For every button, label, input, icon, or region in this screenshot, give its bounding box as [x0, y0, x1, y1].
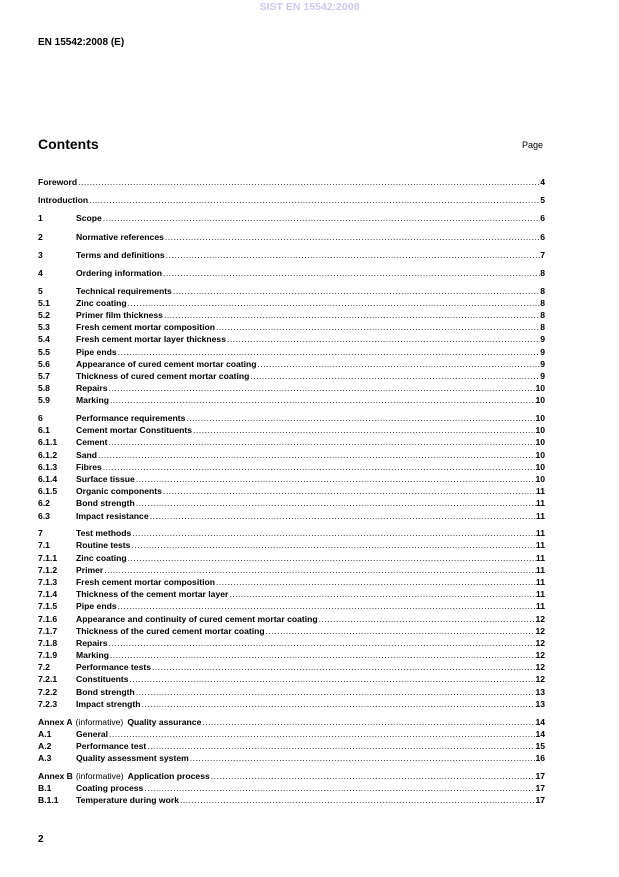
toc-entry[interactable]: [38, 394, 545, 406]
toc-entry-page: 15: [535, 740, 545, 751]
toc-entry-number: 7.1.2: [38, 564, 58, 575]
toc-entry-number: Annex A: [38, 716, 73, 727]
toc-entry-title: Fresh cement mortar composition: [76, 322, 215, 333]
toc-dot-leader: [131, 539, 535, 551]
toc-entry-number: 2: [38, 231, 43, 242]
toc-entry-page: 8: [540, 322, 545, 333]
toc-entry[interactable]: [38, 539, 545, 551]
toc-entry[interactable]: [38, 510, 545, 522]
toc-entry[interactable]: [38, 285, 545, 297]
toc-dot-leader: [150, 510, 536, 522]
toc-entry-page: 9: [540, 334, 545, 345]
toc-dot-leader: [166, 249, 541, 261]
toc-entry[interactable]: [38, 485, 545, 497]
toc-entry[interactable]: [38, 673, 545, 685]
toc-entry-number: B.1.1: [38, 795, 59, 806]
toc-dot-leader: [144, 782, 535, 794]
toc-entry-title: Bond strength: [76, 686, 135, 697]
toc-entry-page: 9: [540, 358, 545, 369]
toc-dot-leader: [110, 394, 535, 406]
toc-entry-title: Temperature during work: [76, 795, 179, 806]
toc-entry-page: 16: [535, 753, 545, 764]
toc-entry-number: 1: [38, 213, 43, 224]
toc-entry-number: 7.1.4: [38, 589, 58, 600]
toc-entry-page: 12: [535, 674, 545, 685]
toc-entry-title: Fresh cement mortar layer thickness: [76, 334, 226, 345]
toc-entry-number: 7.1.6: [38, 613, 58, 624]
toc-entry[interactable]: [38, 740, 545, 752]
toc-entry-title: Test methods: [76, 528, 132, 539]
toc-entry-number: 6.1: [38, 425, 50, 436]
toc-entry[interactable]: [38, 625, 545, 637]
toc-entry-page: 10: [535, 461, 545, 472]
toc-entry-title: Organic components: [76, 486, 162, 497]
toc-dot-leader: [152, 661, 535, 673]
table-of-contents: [38, 176, 545, 806]
toc-entry-number: 6.1.2: [38, 449, 58, 460]
toc-entry-page: 10: [535, 449, 545, 460]
toc-entry[interactable]: [38, 588, 545, 600]
toc-dot-leader: [164, 309, 540, 321]
toc-dot-leader: [163, 267, 540, 279]
toc-entry-title: Zinc coating: [76, 552, 127, 563]
toc-entry[interactable]: [38, 412, 545, 424]
toc-group: [38, 716, 545, 765]
toc-entry[interactable]: [38, 449, 545, 461]
toc-entry-title: Marking: [76, 650, 109, 661]
toc-dot-leader: [103, 461, 536, 473]
toc-entry-title: Thickness of cured cement mortar coating: [76, 370, 250, 381]
toc-entry-title: Zinc coating: [76, 297, 127, 308]
toc-entry-title: Ordering information: [76, 267, 162, 278]
toc-group: [38, 212, 545, 224]
toc-entry[interactable]: [38, 249, 545, 261]
toc-entry[interactable]: [38, 231, 545, 243]
toc-entry-number: 7.2.1: [38, 674, 58, 685]
toc-entry[interactable]: [38, 552, 545, 564]
toc-entry-number: 5.3: [38, 322, 50, 333]
toc-entry-title: Application process: [127, 770, 210, 781]
toc-entry-number: 7.1.1: [38, 552, 58, 563]
toc-entry[interactable]: [38, 194, 545, 206]
toc-group: [38, 527, 545, 710]
toc-entry-title: Performance requirements: [76, 413, 186, 423]
toc-entry-number: 7.1.5: [38, 601, 58, 612]
toc-entry-page: 11: [535, 589, 545, 600]
toc-entry-title: Primer film thickness: [76, 310, 163, 320]
toc-entry-title: Fresh cement mortar composition: [76, 576, 215, 587]
toc-dot-leader: [163, 485, 536, 497]
toc-entry-page: 14: [535, 728, 545, 739]
toc-entry-page: 10: [535, 395, 545, 406]
toc-dot-leader: [266, 625, 536, 637]
toc-entry-page: 11: [535, 601, 545, 612]
toc-entry[interactable]: [38, 346, 545, 358]
toc-dot-leader: [104, 564, 536, 576]
toc-entry-annex-note: (informative): [75, 716, 124, 727]
toc-entry-page: 4: [540, 177, 545, 187]
toc-dot-leader: [229, 588, 536, 600]
toc-entry-page: 10: [535, 425, 545, 436]
toc-entry[interactable]: [38, 649, 545, 661]
toc-entry-number: 5.8: [38, 383, 50, 394]
toc-entry-page: 12: [535, 613, 545, 624]
toc-entry-page: 11: [535, 564, 545, 575]
toc-dot-leader: [109, 637, 536, 649]
toc-dot-leader: [136, 473, 536, 485]
toc-entry-title: Marking: [76, 395, 109, 406]
toc-entry[interactable]: [38, 358, 545, 370]
toc-entry[interactable]: [38, 686, 545, 698]
toc-entry-number: 5: [38, 285, 43, 296]
toc-dot-leader: [319, 613, 536, 625]
toc-entry-page: 8: [540, 285, 545, 296]
toc-entry-title: Foreword: [38, 177, 78, 187]
toc-entry-number: 6.3: [38, 510, 50, 521]
toc-group: [38, 267, 545, 279]
toc-entry-page: 9: [540, 346, 545, 357]
toc-entry-page: 6: [540, 231, 545, 242]
toc-entry-page: 17: [535, 770, 545, 781]
toc-entry-number: 7: [38, 528, 43, 539]
toc-dot-leader: [173, 285, 540, 297]
toc-entry-page: 11: [535, 498, 545, 509]
toc-entry-number: 7.1.3: [38, 576, 58, 587]
toc-entry[interactable]: [38, 473, 545, 485]
toc-entry-number: A.1: [38, 728, 52, 739]
toc-entry-title: Repairs: [76, 637, 108, 648]
toc-entry-page: 14: [535, 716, 545, 727]
watermark: SIST EN 15542:2008: [259, 1, 360, 13]
toc-entry-title: Performance tests: [76, 662, 151, 673]
toc-entry-number: B.1: [38, 782, 52, 793]
toc-entry[interactable]: [38, 794, 545, 806]
toc-entry[interactable]: [38, 436, 545, 448]
toc-dot-leader: [118, 346, 541, 358]
toc-entry-page: 17: [535, 782, 545, 793]
toc-entry-number: 7.1.8: [38, 637, 58, 648]
toc-entry-title: Constituents: [76, 674, 129, 685]
toc-dot-leader: [141, 698, 535, 710]
toc-entry-page: 10: [535, 473, 545, 484]
toc-dot-leader: [147, 740, 535, 752]
toc-entry-page: 11: [535, 510, 545, 521]
toc-dot-leader: [193, 424, 535, 436]
toc-entry-page: 7: [540, 249, 545, 260]
toc-entry-page: 6: [540, 213, 545, 224]
page-number: 2: [38, 834, 44, 845]
toc-entry-title: Impact strength: [76, 698, 141, 709]
toc-dot-leader: [89, 194, 540, 206]
toc-entry-number: 6: [38, 413, 43, 423]
toc-group: [38, 249, 545, 261]
toc-entry-number: Annex B: [38, 770, 73, 781]
toc-entry-number: 5.9: [38, 395, 50, 406]
toc-entry-title: Appearance of cured cement mortar coating: [76, 358, 257, 369]
toc-entry-title: Performance test: [76, 740, 147, 751]
toc-group: [38, 770, 545, 807]
toc-entry-title: Quality assurance: [127, 716, 202, 727]
toc-entry-title: Appearance and continuity of cured cement mortar coating: [76, 613, 318, 624]
toc-entry[interactable]: [38, 461, 545, 473]
toc-group: [38, 176, 545, 188]
toc-entry-number: 5.2: [38, 310, 50, 320]
toc-entry-page: 11: [535, 540, 545, 551]
toc-entry[interactable]: [38, 752, 545, 764]
toc-entry-page: 8: [540, 267, 545, 278]
toc-entry[interactable]: [38, 661, 545, 673]
toc-dot-leader: [165, 231, 540, 243]
toc-entry-page: 5: [540, 195, 545, 206]
toc-entry-page: 10: [535, 383, 545, 394]
toc-entry[interactable]: [38, 497, 545, 509]
toc-entry[interactable]: [38, 600, 545, 612]
toc-entry-page: 9: [540, 370, 545, 381]
document-id-header: EN 15542:2008 (E): [38, 37, 125, 48]
toc-entry[interactable]: [38, 770, 545, 782]
toc-entry-annex-note: (informative): [75, 770, 124, 781]
toc-entry-number: 6.1.4: [38, 473, 58, 484]
toc-entry-title: Impact resistance: [76, 510, 149, 521]
toc-entry[interactable]: [38, 728, 545, 740]
toc-entry-number: A.2: [38, 740, 52, 751]
toc-entry[interactable]: [38, 333, 545, 345]
toc-dot-leader: [250, 370, 540, 382]
toc-dot-leader: [202, 716, 535, 728]
toc-entry-title: Cement: [76, 437, 108, 448]
toc-dot-leader: [190, 752, 536, 764]
toc-entry[interactable]: [38, 176, 545, 188]
toc-entry[interactable]: [38, 782, 545, 794]
toc-dot-leader: [130, 673, 536, 685]
toc-entry-title: Routine tests: [76, 540, 131, 551]
toc-entry[interactable]: [38, 321, 545, 333]
toc-entry[interactable]: [38, 564, 545, 576]
toc-dot-leader: [216, 321, 540, 333]
toc-entry[interactable]: [38, 716, 545, 728]
toc-entry-number: 3: [38, 249, 43, 260]
toc-dot-leader: [227, 333, 540, 345]
toc-dot-leader: [128, 552, 536, 564]
toc-dot-leader: [136, 497, 536, 509]
toc-entry[interactable]: [38, 576, 545, 588]
toc-entry-number: 7.2.2: [38, 686, 58, 697]
toc-dot-leader: [258, 358, 541, 370]
toc-group: [38, 194, 545, 206]
toc-entry[interactable]: [38, 212, 545, 224]
toc-entry-title: Technical requirements: [76, 285, 172, 296]
page-column-label: Page: [522, 140, 544, 150]
toc-entry[interactable]: [38, 370, 545, 382]
toc-entry[interactable]: [38, 382, 545, 394]
toc-entry-title: Thickness of the cured cement mortar coating: [76, 625, 265, 636]
toc-entry-title: Primer: [76, 564, 104, 575]
toc-entry-number: 6.2: [38, 498, 50, 509]
toc-group: [38, 412, 545, 522]
toc-entry-number: 7.2.3: [38, 698, 58, 709]
toc-entry-page: 12: [535, 662, 545, 673]
toc-entry[interactable]: [38, 297, 545, 309]
toc-entry[interactable]: [38, 424, 545, 436]
toc-entry-page: 11: [535, 576, 545, 587]
toc-entry-title: Repairs: [76, 383, 108, 394]
toc-entry-page: 13: [535, 686, 545, 697]
toc-entry-title: Pipe ends: [76, 346, 117, 357]
toc-entry[interactable]: [38, 637, 545, 649]
toc-entry-title: Pipe ends: [76, 601, 117, 612]
toc-entry-page: 10: [535, 437, 545, 448]
toc-entry-title: Quality assessment system: [76, 753, 189, 764]
toc-dot-leader: [109, 728, 535, 740]
toc-entry-title: Bond strength: [76, 498, 135, 509]
toc-dot-leader: [109, 382, 536, 394]
toc-dot-leader: [132, 527, 536, 539]
toc-entry-number: 5.4: [38, 334, 50, 345]
toc-dot-leader: [180, 794, 535, 806]
toc-dot-leader: [128, 297, 541, 309]
toc-entry-page: 12: [535, 637, 545, 648]
toc-entry-number: 6.1.5: [38, 486, 58, 497]
toc-dot-leader: [186, 412, 535, 424]
toc-entry[interactable]: [38, 698, 545, 710]
toc-entry-number: 5.1: [38, 297, 50, 308]
toc-entry-title: Sand: [76, 449, 98, 460]
toc-dot-leader: [211, 770, 536, 782]
toc-entry-title: Terms and definitions: [76, 249, 165, 260]
toc-entry-number: 7.1: [38, 540, 50, 551]
toc-entry-page: 11: [535, 528, 545, 539]
toc-entry-number: 4: [38, 267, 43, 278]
toc-entry-title: Normative references: [76, 231, 164, 242]
toc-dot-leader: [118, 600, 536, 612]
toc-entry-title: Fibres: [76, 461, 102, 472]
toc-entry[interactable]: [38, 309, 545, 321]
toc-entry-number: 5.5: [38, 346, 50, 357]
toc-group: [38, 285, 545, 407]
toc-entry-number: 5.7: [38, 370, 50, 381]
toc-entry-number: 7.1.7: [38, 625, 58, 636]
toc-dot-leader: [103, 212, 540, 224]
toc-entry-title: General: [76, 728, 109, 739]
toc-group: [38, 231, 545, 243]
toc-entry-title: Surface tissue: [76, 473, 135, 484]
toc-entry-title: Introduction: [38, 195, 89, 206]
toc-dot-leader: [110, 649, 535, 661]
toc-entry-page: 17: [535, 795, 545, 806]
toc-entry[interactable]: [38, 267, 545, 279]
toc-entry-page: 12: [535, 650, 545, 661]
toc-dot-leader: [216, 576, 536, 588]
toc-entry-page: 13: [535, 698, 545, 709]
toc-entry-title: Coating process: [76, 782, 144, 793]
toc-entry[interactable]: [38, 527, 545, 539]
toc-entry-page: 8: [540, 297, 545, 308]
toc-dot-leader: [136, 686, 536, 698]
toc-entry-number: 7.1.9: [38, 650, 58, 661]
toc-dot-leader: [78, 176, 540, 188]
toc-entry-title: Cement mortar Constituents: [76, 425, 193, 436]
toc-entry-title: Scope: [76, 213, 102, 224]
toc-entry-page: 12: [535, 625, 545, 636]
contents-heading: Contents: [38, 136, 99, 152]
toc-entry-number: A.3: [38, 753, 52, 764]
toc-dot-leader: [98, 449, 535, 461]
toc-entry-number: 6.1.3: [38, 461, 58, 472]
toc-entry-number: 5.6: [38, 358, 50, 369]
toc-entry-page: 10: [535, 413, 545, 423]
toc-entry-title: Thickness of the cement mortar layer: [76, 589, 229, 600]
toc-entry-number: 7.2: [38, 662, 50, 673]
toc-entry-page: 8: [540, 310, 545, 320]
toc-dot-leader: [109, 436, 536, 448]
toc-entry-number: 6.1.1: [38, 437, 58, 448]
toc-entry-page: 11: [535, 486, 545, 497]
toc-entry[interactable]: [38, 613, 545, 625]
toc-entry-page: 11: [535, 552, 545, 563]
